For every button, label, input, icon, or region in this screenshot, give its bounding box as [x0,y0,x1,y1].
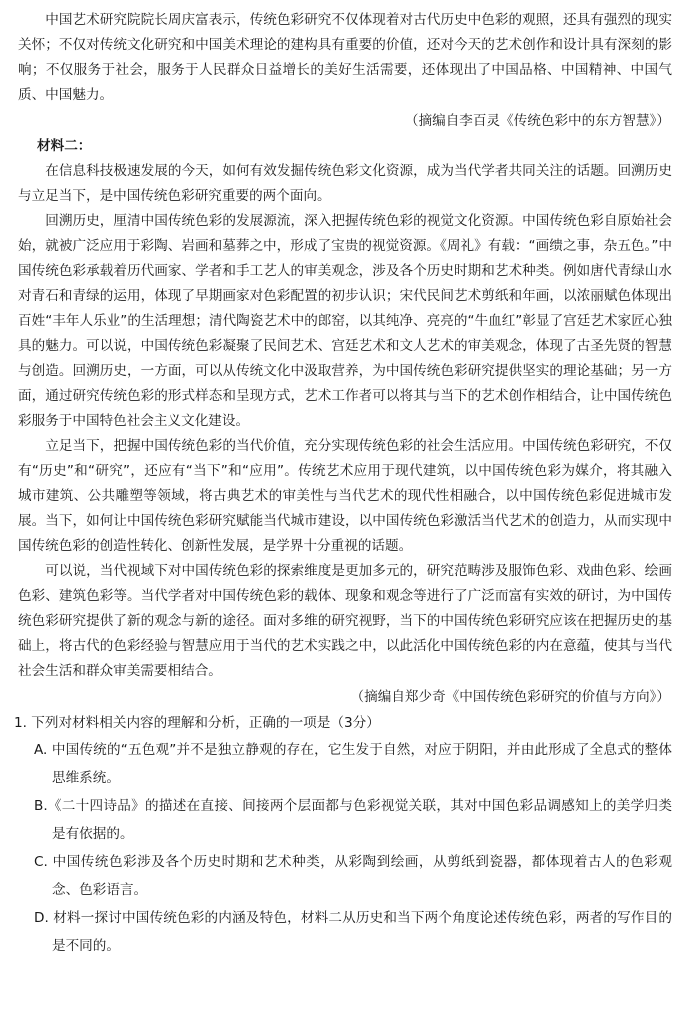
source-citation-1: （摘编自李百灵《传统色彩中的东方智慧》） [404,113,670,129]
material-2-heading: 材料二： [37,138,92,154]
material-2-paragraph-4: 可以说，当代视域下对中国传统色彩的探索维度是更加多元的，研究范畴涉及服饰色彩、戏曲色彩、绘画色彩、建筑色彩等。当代学者对中国传统色彩的载体、现象和观念等进行了广泛而富有实效的研讨，为中国传统色彩研究提供了新的观念与新的途径。面对多维的研究视野，当下的中国传统色彩研究应该在把握历史的基础上，将古代的色彩经验与智慧应用于当代的艺术实践之中，以此活化中国传统色彩的内在意蕴，使其与当代社会生活和群众审美需要相结合。 [18,563,672,679]
option-a[interactable]: A. 中国传统的“五色观”并不是独立静观的存在，它生发于自然，对应于阴阳，并由此形成了全息式的整体思维系统。 [34,742,672,786]
page [14,8,672,960]
option-c[interactable]: C. 中国传统色彩涉及各个历史时期和艺术种类，从彩陶到绘画，从剪纸到瓷器，都体现着古人的色彩观念、色彩语言。 [34,854,672,898]
material-2-paragraph-3: 立足当下，把握中国传统色彩的当代价值，充分实现传统色彩的社会生活应用。中国传统色彩研究，不仅有“历史”和“研究”，还应有“当下”和“应用”。传统艺术应用于现代建筑，以中国传统色彩为媒介，将其融入城市建筑、公共雕塑等领域，将古典艺术的审美性与当代艺术的现代性相融合，以中国传统色彩促进城市发展。当下，如何让中国传统色彩研究赋能当代城市建设，以中国传统色彩激活当代艺术的创造力，从而实现中国传统色彩的创造性转化、创新性发展，是学界十分重视的话题。 [18,438,672,554]
source-citation-2: （摘编自郑少奇《中国传统色彩研究的价值与方向》） [350,689,670,705]
option-d[interactable]: D. 材料一探讨中国传统色彩的内涵及特色，材料二从历史和当下两个角度论述传统色彩，两者的写作目的是不同的。 [34,910,672,954]
option-b[interactable]: B.《二十四诗品》的描述在直接、间接两个层面都与色彩视觉关联，其对中国色彩品调感知上的美学归类是有依据的。 [34,798,672,842]
question-stem: 1. 下列对材料相关内容的理解和分析，正确的一项是（3分） [14,715,380,731]
material-2-paragraph-2: 回溯历史，厘清中国传统色彩的发展源流，深入把握传统色彩的视觉文化资源。中国传统色彩自原始社会始，就被广泛应用于彩陶、岩画和墓葬之中，形成了宝贵的视觉资源。《周礼》有载：“画缋之事，杂五色。”中国传统色彩承载着历代画家、学者和手工艺人的审美观念，涉及各个历史时期和艺术种类。例如唐代青绿山水对青石和青绿的运用，体现了早期画家对色彩配置的初步认识；宋代民间艺术剪纸和年画，以浓丽赋色体现出百姓“丰年人乐业”的生活理想；清代陶瓷艺术中的郎窑，以其纯净、亮亮的“牛血红”彰显了宫廷艺术家匠心独具的魅力。可以说，中国传统色彩凝聚了民间艺术、宫廷艺术和文人艺术的审美观念，体现了古圣先贤的智慧与创造。回溯历史，一方面，可以从传统文化中汲取营养，为中国传统色彩研究提供坚实的理论基础；另一方面，通过研究传统色彩的形式样态和呈现方式，艺术工作者可以将其与当下的艺术创作相结合，让中国传统色彩服务于中国特色社会主义文化建设。 [18,213,672,429]
paragraph-intro: 中国艺术研究院院长周庆富表示，传统色彩研究不仅体现着对古代历史中色彩的观照，还具有强烈的现实关怀；不仅对传统文化研究和中国美术理论的建构具有重要的价值，还对今天的艺术创作和设计具有深刻的影响；不仅服务于社会，服务于人民群众日益增长的美好生活需要，还体现出了中国品格、中国精神、中国气质、中国魅力。 [18,12,672,103]
material-2-paragraph-1: 在信息科技极速发展的今天，如何有效发掘传统色彩文化资源，成为当代学者共同关注的话题。回溯历史与立足当下，是中国传统色彩研究重要的两个面向。 [18,163,672,204]
